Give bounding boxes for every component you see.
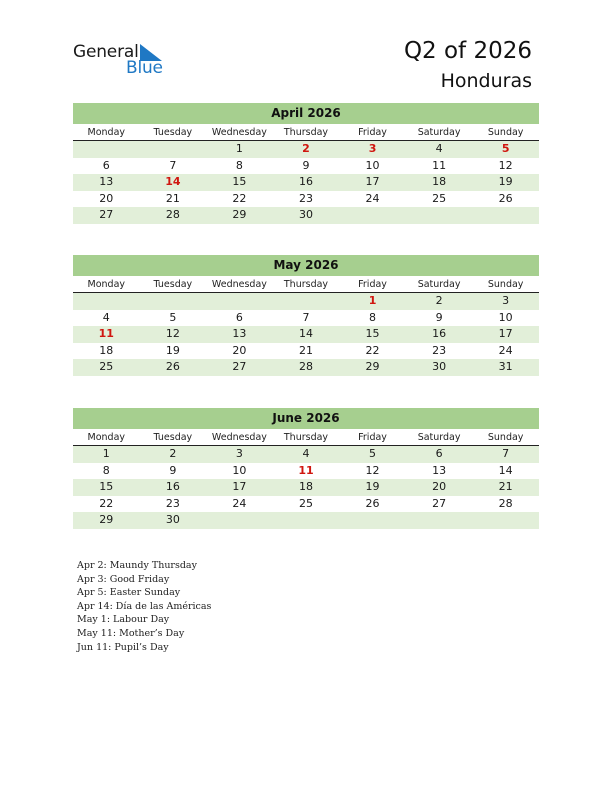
day-cell: 27 — [432, 496, 447, 510]
day-cell — [339, 512, 406, 529]
day-cell: 26 — [165, 360, 180, 374]
day-cell: 11 — [432, 158, 447, 172]
day-cell: 6 — [102, 158, 110, 172]
week-row — [73, 496, 539, 513]
day-cell: 28 — [298, 360, 313, 374]
day-cell: 17 — [498, 327, 513, 341]
day-cell: 10 — [232, 463, 247, 477]
day-cell: 17 — [232, 480, 247, 494]
day-cell: 18 — [99, 343, 114, 357]
holiday-note: May 1: Labour Day — [77, 614, 170, 626]
weekday-label: Sunday — [487, 279, 524, 290]
day-cell: 2 — [435, 294, 443, 307]
day-cell: 15 — [99, 480, 114, 494]
week-row — [73, 141, 539, 158]
day-cell: 18 — [298, 480, 313, 494]
holiday-day-cell: 5 — [501, 142, 510, 155]
holiday-list — [77, 559, 211, 654]
day-cell: 2 — [169, 447, 177, 460]
holiday-note: Apr 2: Maundy Thursday — [77, 560, 197, 571]
day-cell: 29 — [232, 208, 247, 222]
day-cell — [339, 207, 406, 224]
day-cell: 1 — [102, 447, 110, 460]
holiday-day-cell: 14 — [165, 175, 181, 189]
day-cell: 21 — [498, 480, 513, 494]
holiday-note: Apr 5: Easter Sunday — [77, 587, 181, 599]
holiday-note: May 11: Mother’s Day — [77, 627, 185, 639]
day-cell: 16 — [432, 327, 447, 341]
week-row — [73, 174, 539, 191]
day-cell: 13 — [232, 327, 247, 341]
day-cell: 19 — [165, 343, 180, 357]
day-cell: 14 — [298, 327, 313, 341]
day-cell: 15 — [365, 327, 380, 341]
holiday-day-cell: 2 — [302, 142, 310, 155]
day-cell: 26 — [498, 191, 513, 205]
day-cell — [206, 293, 273, 310]
day-cell: 5 — [369, 447, 377, 460]
day-cell: 9 — [169, 463, 177, 477]
day-cell: 10 — [365, 158, 380, 172]
weekday-label: Monday — [87, 279, 126, 290]
month-june — [73, 408, 539, 529]
week-row — [73, 343, 539, 360]
day-cell: 23 — [298, 191, 313, 205]
weekday-label: Monday — [87, 432, 126, 443]
weekday-label: Wednesday — [211, 279, 267, 290]
weekday-header-row — [73, 276, 539, 293]
logo-word-general: General — [73, 42, 139, 62]
day-cell: 30 — [432, 360, 447, 374]
day-cell — [73, 141, 140, 158]
day-cell: 30 — [298, 208, 313, 222]
day-cell: 20 — [232, 343, 247, 357]
week-row — [73, 191, 539, 208]
day-cell — [406, 207, 473, 224]
week-row — [73, 479, 539, 496]
day-cell: 25 — [298, 496, 313, 510]
day-cell: 14 — [498, 463, 513, 477]
day-cell — [206, 512, 273, 529]
logo — [73, 42, 173, 78]
day-cell: 18 — [432, 175, 447, 189]
weekday-label: Sunday — [487, 127, 524, 138]
day-cell: 4 — [302, 447, 310, 460]
day-cell — [140, 293, 207, 310]
day-cell: 12 — [498, 158, 513, 172]
day-cell: 12 — [165, 327, 180, 341]
day-cell: 27 — [99, 208, 114, 222]
day-cell: 7 — [502, 447, 510, 460]
month-april — [73, 103, 539, 224]
weekday-label: Saturday — [417, 127, 461, 138]
weekday-label: Saturday — [417, 279, 461, 290]
day-cell: 5 — [169, 310, 177, 324]
week-row — [73, 310, 539, 327]
weekday-label: Friday — [358, 127, 387, 138]
page-title: Q2 of 2026 — [403, 38, 532, 64]
day-cell: 6 — [435, 447, 443, 460]
day-cell: 31 — [498, 360, 513, 374]
day-cell — [273, 293, 340, 310]
holiday-day-cell: 3 — [368, 142, 377, 155]
weekday-label: Friday — [358, 279, 387, 290]
country-name: Honduras — [440, 70, 532, 92]
week-row — [73, 158, 539, 175]
logo-word-blue: Blue — [126, 58, 163, 78]
week-row — [73, 326, 539, 343]
holiday-day-cell: 1 — [368, 294, 377, 307]
day-cell: 22 — [232, 191, 247, 205]
week-row — [73, 512, 539, 529]
weekday-label: Wednesday — [211, 127, 267, 138]
day-cell: 16 — [165, 480, 180, 494]
day-cell: 6 — [235, 310, 243, 324]
day-cell: 21 — [165, 191, 180, 205]
day-cell: 19 — [365, 480, 380, 494]
day-cell — [472, 512, 539, 529]
day-cell: 25 — [432, 191, 447, 205]
day-cell: 15 — [232, 175, 247, 189]
day-cell: 8 — [369, 310, 377, 324]
day-cell: 25 — [99, 360, 114, 374]
day-cell: 8 — [235, 158, 243, 172]
day-cell: 10 — [498, 310, 513, 324]
day-cell: 28 — [498, 496, 513, 510]
day-cell: 3 — [235, 447, 243, 460]
weekday-header-row — [73, 124, 539, 141]
weekday-label: Thursday — [283, 279, 329, 290]
week-row — [73, 293, 539, 310]
day-cell: 23 — [432, 343, 447, 357]
weekday-label: Tuesday — [153, 432, 193, 443]
day-cell: 30 — [165, 513, 180, 527]
day-cell: 7 — [169, 158, 177, 172]
weekday-label: Tuesday — [153, 127, 193, 138]
day-cell: 21 — [298, 343, 313, 357]
day-cell: 24 — [498, 343, 513, 357]
week-row — [73, 207, 539, 224]
weekday-label: Friday — [358, 432, 387, 443]
day-cell: 3 — [502, 294, 510, 307]
day-cell: 17 — [365, 175, 380, 189]
weekday-label: Tuesday — [153, 279, 193, 290]
weekday-label: Monday — [87, 127, 126, 138]
day-cell: 19 — [498, 175, 513, 189]
month-may — [73, 255, 539, 376]
day-cell: 27 — [232, 360, 247, 374]
day-cell — [140, 141, 207, 158]
weekday-label: Thursday — [283, 127, 329, 138]
weekday-header-row — [73, 429, 539, 446]
holiday-note: Apr 3: Good Friday — [77, 573, 170, 585]
day-cell: 29 — [365, 360, 380, 374]
day-cell: 26 — [365, 496, 380, 510]
day-cell: 20 — [432, 480, 447, 494]
holiday-day-cell: 11 — [98, 327, 114, 341]
day-cell: 4 — [102, 310, 110, 324]
week-row — [73, 359, 539, 376]
day-cell: 24 — [365, 191, 380, 205]
weekday-label: Thursday — [283, 432, 329, 443]
day-cell: 4 — [435, 142, 443, 155]
day-cell: 29 — [99, 513, 114, 527]
week-row — [73, 463, 539, 480]
day-cell — [273, 512, 340, 529]
month-title: May 2026 — [73, 255, 539, 276]
day-cell — [472, 207, 539, 224]
day-cell: 24 — [232, 496, 247, 510]
holiday-note: Apr 14: Día de las Américas — [77, 600, 212, 612]
day-cell: 9 — [435, 310, 443, 324]
week-row — [73, 446, 539, 463]
day-cell: 28 — [165, 208, 180, 222]
day-cell — [406, 512, 473, 529]
day-cell: 12 — [365, 463, 380, 477]
day-cell: 9 — [302, 158, 310, 172]
day-cell — [73, 293, 140, 310]
weekday-label: Saturday — [417, 432, 461, 443]
weekday-label: Sunday — [487, 432, 524, 443]
day-cell: 22 — [365, 343, 380, 357]
day-cell: 22 — [99, 496, 114, 510]
holiday-note: Jun 11: Pupil’s Day — [77, 641, 169, 653]
day-cell: 13 — [99, 175, 114, 189]
month-title: April 2026 — [73, 103, 539, 124]
day-cell: 23 — [165, 496, 180, 510]
day-cell: 16 — [298, 175, 313, 189]
weekday-label: Wednesday — [211, 432, 267, 443]
day-cell: 1 — [235, 142, 243, 155]
day-cell: 13 — [432, 463, 447, 477]
day-cell: 7 — [302, 310, 310, 324]
holiday-day-cell: 11 — [298, 463, 314, 477]
day-cell: 8 — [102, 463, 110, 477]
month-title: June 2026 — [73, 408, 539, 429]
day-cell: 20 — [99, 191, 114, 205]
